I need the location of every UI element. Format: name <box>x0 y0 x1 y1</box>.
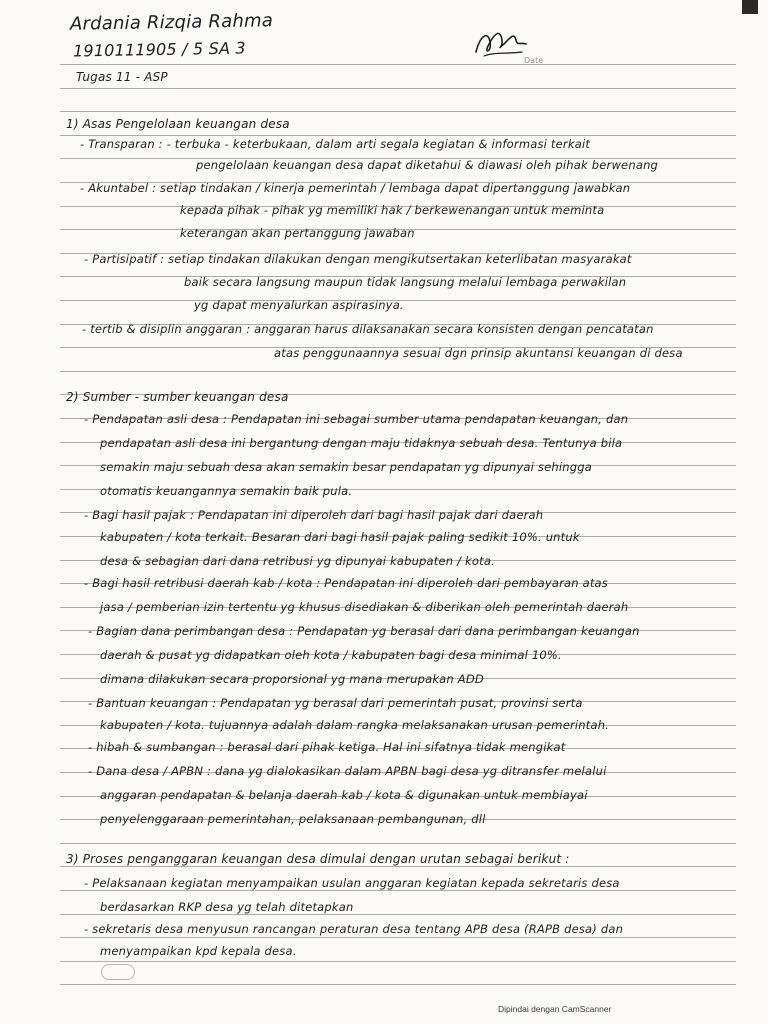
note-line: - Bagian dana perimbangan desa : Pendapatan yg berasal dari dana perimbangan keuangan <box>88 624 640 638</box>
note-line: - Transparan : - terbuka - keterbukaan, dalam arti segala kegiatan & informasi terkait <box>80 137 591 151</box>
note-line: - tertib & disiplin anggaran : anggaran harus dilaksanakan secara konsisten dengan pencatatan <box>82 322 654 336</box>
note-line: keterangan akan pertanggung jawaban <box>180 226 415 240</box>
ruled-line <box>60 984 736 985</box>
note-line: pengelolaan keuangan desa dapat diketahui & diawasi oleh pihak berwenang <box>196 158 659 172</box>
section-heading: 1) Asas Pengelolaan keuangan desa <box>66 117 290 131</box>
note-line: penyelenggaraan pemerintahan, pelaksanaan pembangunan, dll <box>100 812 486 826</box>
ruled-line <box>60 88 736 89</box>
note-line: kabupaten / kota. tujuannya adalah dalam rangka melaksanakan urusan pemerintah. <box>100 718 610 732</box>
note-line: jasa / pemberian izin tertentu yg khusus disediakan & diberikan oleh pemerintah daerah <box>100 600 629 614</box>
assignment-title: Tugas 11 - ASP <box>76 70 168 84</box>
ruled-line <box>60 64 736 65</box>
ruled-line <box>60 866 736 867</box>
note-line: anggaran pendapatan & belanja daerah kab / kota & digunakan untuk membiayai <box>100 788 588 802</box>
scan-edge-mark <box>742 0 758 14</box>
note-line: - Partisipatif : setiap tindakan dilakukan dengan mengikutsertakan keterlibatan masyarakat <box>84 252 632 266</box>
section-heading: 2) Sumber - sumber keuangan desa <box>66 390 289 404</box>
note-line: - Bagi hasil retribusi daerah kab / kota : Pendapatan ini diperoleh dari pembayaran atas <box>84 576 608 590</box>
note-line: dimana dilakukan secara proporsional yg mana merupakan ADD <box>100 672 484 686</box>
note-line: - Akuntabel : setiap tindakan / kinerja pemerintah / lembaga dapat dipertanggung jawabkan <box>80 181 631 195</box>
date-label: Date <box>524 56 544 65</box>
note-line: kepada pihak - pihak yg memiliki hak / berkewenangan untuk meminta <box>180 203 605 217</box>
note-line: desa & sebagian dari dana retribusi yg dipunyai kabupaten / kota. <box>100 554 495 568</box>
note-line: - sekretaris desa menyusun rancangan peraturan desa tentang APB desa (RAPB desa) dan <box>84 922 624 936</box>
note-line: yg dapat menyalurkan aspirasinya. <box>194 298 404 312</box>
signature-mark <box>470 18 530 64</box>
page-number-stamp <box>101 964 135 980</box>
note-line: - Dana desa / APBN : dana yg dialokasikan dalam APBN bagi desa yg ditransfer melalui <box>88 764 607 778</box>
student-name: Ardania Rizqia Rahma <box>69 10 274 35</box>
note-line: - Pelaksanaan kegiatan menyampaikan usulan anggaran kegiatan kepada sekretaris desa <box>84 876 620 890</box>
ruled-line <box>60 111 736 112</box>
note-line: kabupaten / kota terkait. Besaran dari bagi hasil pajak paling sedikit 10%. untuk <box>100 530 580 544</box>
section-heading: 3) Proses penganggaran keuangan desa dimulai dengan urutan sebagai berikut : <box>66 852 570 866</box>
ruled-line <box>60 961 736 962</box>
ruled-line <box>60 937 736 938</box>
note-line: pendapatan asli desa ini bergantung dengan maju tidaknya sebuah desa. Tentunya bila <box>100 436 623 450</box>
note-line: - hibah & sumbangan : berasal dari pihak ketiga. Hal ini sifatnya tidak mengikat <box>88 740 566 754</box>
note-line: atas penggunaannya sesuai dgn prinsip akuntansi keuangan di desa <box>274 346 683 360</box>
note-line: berdasarkan RKP desa yg telah ditetapkan <box>100 900 354 914</box>
ruled-line <box>60 135 736 136</box>
note-line: otomatis keuangannya semakin baik pula. <box>100 484 353 498</box>
ruled-line <box>60 890 736 891</box>
note-line: - Bantuan keuangan : Pendapatan yg berasal dari pemerintah pusat, provinsi serta <box>88 696 583 710</box>
note-line: daerah & pusat yg didapatkan oleh kota / kabupaten bagi desa minimal 10%. <box>100 648 562 662</box>
note-line: menyampaikan kpd kepala desa. <box>100 944 297 958</box>
note-line: - Bagi hasil pajak : Pendapatan ini diperoleh dari bagi hasil pajak dari daerah <box>84 508 544 522</box>
student-id-class: 1910111905 / 5 SA 3 <box>72 38 246 61</box>
note-line: semakin maju sebuah desa akan semakin besar pendapatan yg dipunyai sehingga <box>100 460 593 474</box>
scanner-watermark: Dipindai dengan CamScanner <box>498 1004 612 1014</box>
ruled-line <box>60 371 736 372</box>
ruled-line <box>60 843 736 844</box>
note-line: baik secara langsung maupun tidak langsung melalui lembaga perwakilan <box>184 275 627 289</box>
note-line: - Pendapatan asli desa : Pendapatan ini sebagai sumber utama pendapatan keuangan, dan <box>84 412 629 426</box>
